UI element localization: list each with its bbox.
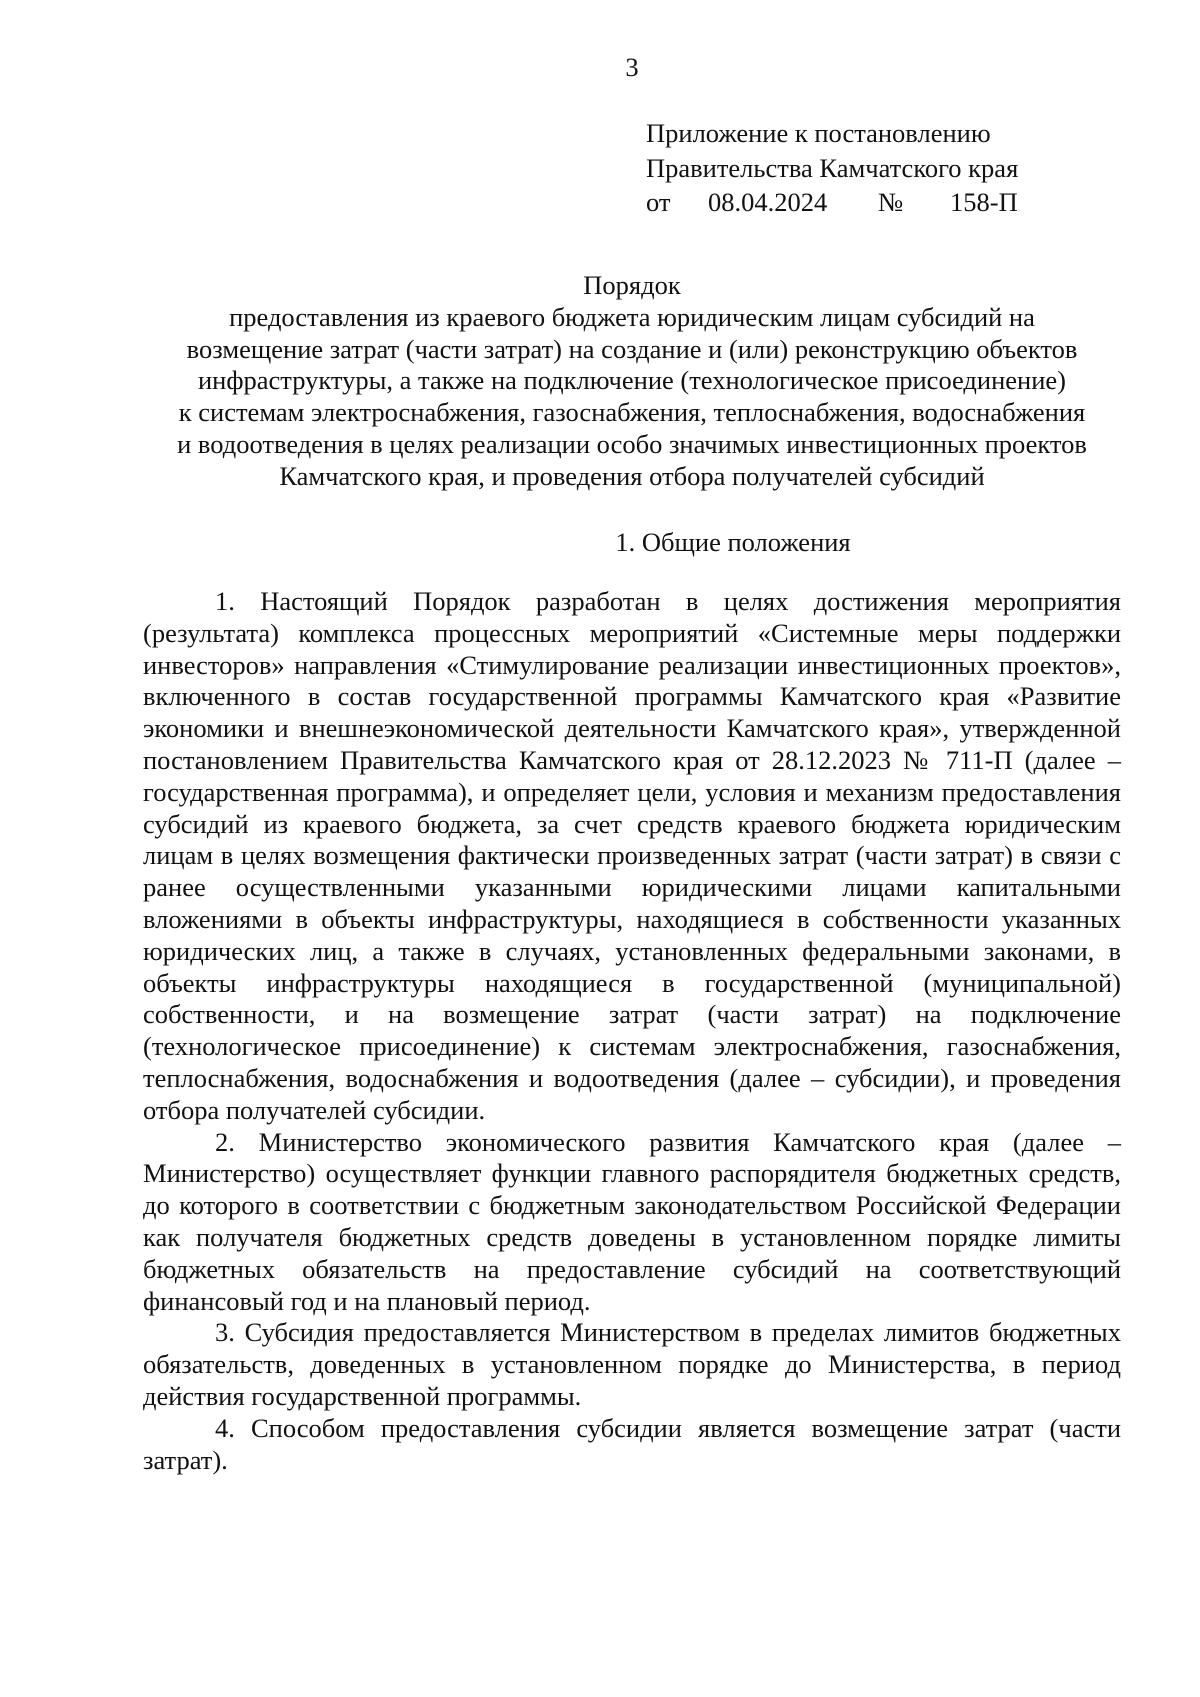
title-line: Камчатского края, и проведения отбора получателей субсидий bbox=[279, 460, 985, 491]
title-line: возмещение затрат (части затрат) на создание и (или) реконструкцию объектов bbox=[186, 333, 1078, 364]
annex-from-label: от bbox=[646, 187, 671, 217]
title-heading: Порядок bbox=[583, 270, 681, 300]
section-title: 1. Общие положения bbox=[615, 527, 851, 557]
annex-header bbox=[646, 116, 1086, 220]
document-body bbox=[143, 586, 1121, 1476]
title-line: инфраструктуры, а также на подключение (технологическое присоединение) bbox=[198, 365, 1066, 396]
annex-number: 158-П bbox=[950, 187, 1018, 217]
paragraph-4: 4. Способом предоставления субсидии является возмещение затрат (части затрат). bbox=[143, 1412, 1121, 1475]
page-number: 3 bbox=[625, 52, 639, 82]
title-line: предоставления из краевого бюджета юридическим лицам субсидий на bbox=[229, 301, 1035, 332]
annex-line-1: Приложение к постановлению bbox=[646, 118, 991, 148]
annex-line-2: Правительства Камчатского края bbox=[646, 152, 1019, 183]
title-line: и водоотведения в целях реализации особо значимых инвестиционных проектов bbox=[177, 428, 1087, 459]
paragraph-2: 2. Министерство экономического развития Камчатского края (далее – Министерство) осуществляет функции главного распорядителя бюджетных средств, до которого в соответствии с бюджетным законодательством Российской Федерации как получателя бюджетных средств доведены в установленном порядке лимиты бюджетных обязательств на предоставление субсидий на соответствующий финансовый год и на плановый период. bbox=[143, 1126, 1121, 1316]
title-line: к системам электроснабжения, газоснабжения, теплоснабжения, водоснабжения bbox=[178, 397, 1086, 428]
annex-reference bbox=[646, 185, 1086, 220]
document-title bbox=[143, 270, 1121, 493]
annex-date: 08.04.2024 bbox=[708, 187, 828, 217]
annex-number-sign: № bbox=[878, 187, 904, 217]
paragraph-1: 1. Настоящий Порядок разработан в целях достижения мероприятия (результата) комплекса процессных мероприятий «Системные меры поддержки инвесторов» направления «Стимулирование реализации инвестиционных проектов», включенного в состав государственной программы Камчатского края «Развитие экономики и внешнеэкономической деятельности Камчатского края», утвержденной постановлением Правительства Камчатского края от 28.12.2023 № 711-П (далее – государственная программа), и определяет цели, условия и механизм предоставления субсидий из краевого бюджета, за счет средств краевого бюджета юридическим лицам в целях возмещения фактически произведенных затрат (части затрат) в связи с ранее осуществленными указанными юридическими лицами капитальными вложениями в объекты инфраструктуры, находящиеся в собственности указанных юридических лиц, а также в случаях, установленных федеральными законами, в объекты инфраструктуры находящиеся в государственной (муниципальной) собственности, и на возмещение затрат (части затрат) на подключение (технологическое присоединение) к системам электроснабжения, газоснабжения, теплоснабжения, водоснабжения и водоотведения (далее – субсидии), и проведения отбора получателей субсидии. bbox=[143, 586, 1121, 1125]
paragraph-3: 3. Субсидия предоставляется Министерством в пределах лимитов бюджетных обязательств, доведенных в установленном порядке до Министерства, в период действия государственной программы. bbox=[143, 1317, 1121, 1411]
